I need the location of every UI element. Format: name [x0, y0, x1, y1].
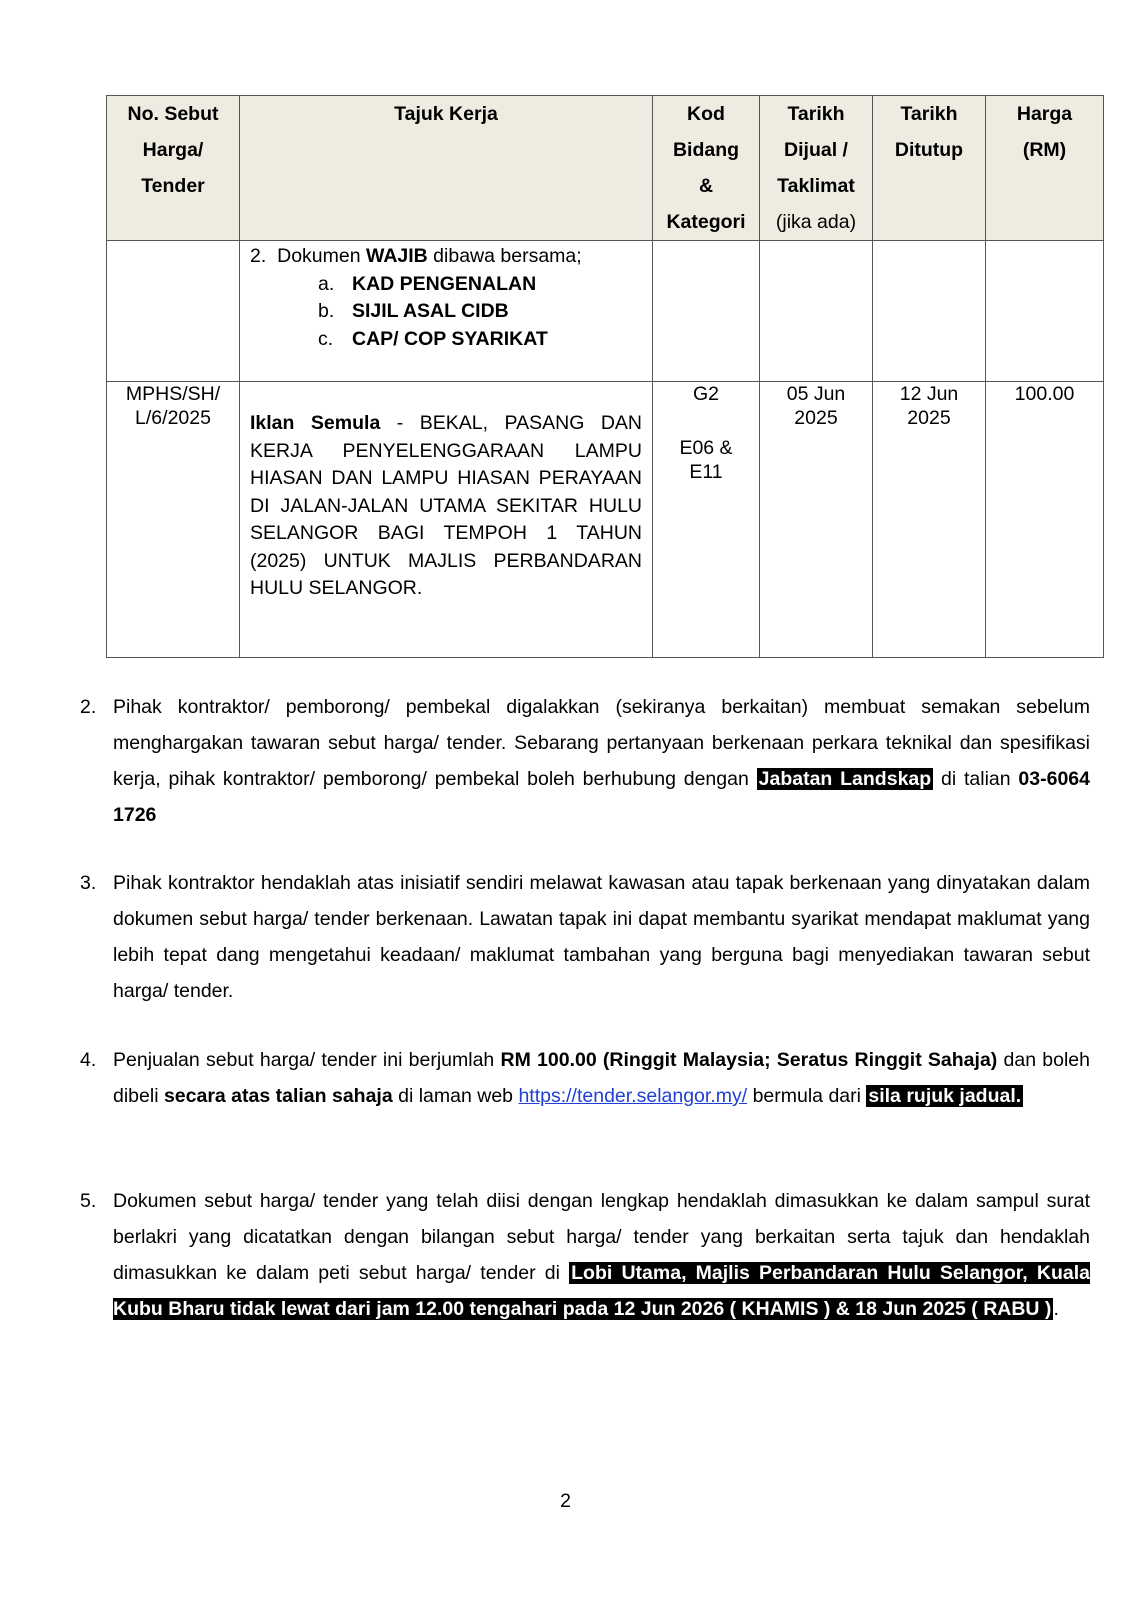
- continuation-cell: [240, 241, 653, 382]
- list-item: c. CAP/ COP SYARIKAT: [318, 327, 548, 350]
- table-row: [107, 382, 1104, 658]
- tarikh-dijual-cell: 05 Jun 2025: [760, 382, 873, 658]
- harga-cell: 100.00: [986, 382, 1104, 658]
- header-tajuk-kerja: Tajuk Kerja: [240, 96, 653, 241]
- paragraph-4: 4. Penjualan sebut harga/ tender ini berjumlah RM 100.00 (Ringgit Malaysia; Seratus Ringgit Sahaja) dan boleh dibeli secara atas talian sahaja di laman web https://tender.selangor.my/ bermula dari sila rujuk jadual.: [80, 1049, 1090, 1107]
- header-kod-bidang: Kod Bidang & Kategori: [653, 96, 760, 241]
- highlight-jabatan: Jabatan Landskap: [758, 768, 932, 790]
- tarikh-ditutup-cell: 12 Jun 2025: [873, 382, 986, 658]
- list-item: a. KAD PENGENALAN: [318, 272, 537, 295]
- tender-table: [106, 95, 1104, 658]
- page-number: 2: [560, 1490, 571, 1512]
- highlight-jadual: sila rujuk jadual.: [868, 1085, 1022, 1107]
- paragraph-5: 5. Dokumen sebut harga/ tender yang telah diisi dengan lengkap hendaklah dimasukkan ke dalam sampul surat berlakri yang dicatatkan dengan bilangan sebut harga/ tender yang berkaitan serta tajuk dan hendaklah dimasukkan ke dalam peti sebut harga/ tender di Lobi Utama, Majlis Perbandaran Hulu Selangor, Kuala Kubu Bharu tidak lewat dari jam 12.00 tengahari pada 12 Jun 2026 ( KHAMIS ) & 18 Jun 2025 ( RABU ) .: [80, 1190, 1090, 1320]
- header-tarikh-dijual: Tarikh Dijual / Taklimat (jika ada): [760, 96, 873, 241]
- table-row-continuation: [107, 241, 1104, 382]
- list-item: 2. Dokumen WAJIB dibawa bersama;: [250, 245, 582, 267]
- work-title-cell: Iklan Semula - BEKAL, PASANG DAN KERJA PENYELENGGARAAN LAMPU HIASAN DAN LAMPU HIASAN PERAYAAN DI JALAN-JALAN UTAMA SEKITAR HULU SELANGOR BAGI TEMPOH 1 TAHUN (2025) UNTUK MAJLIS PERBANDARAN HULU SELANGOR.: [240, 382, 653, 658]
- header-harga: Harga (RM): [986, 96, 1104, 241]
- table-header-row: [107, 96, 1104, 241]
- header-tarikh-ditutup: Tarikh Ditutup: [873, 96, 986, 241]
- paragraph-2: 2. Pihak kontraktor/ pemborong/ pembekal digalakkan (sekiranya berkaitan) membuat semakan sebelum menghargakan tawaran sebut harga/ tender. Sebarang pertanyaan berkenaan perkara teknikal dan spesifikasi kerja, pihak kontraktor/ pemborong/ pembekal boleh berhubung dengan Jabatan Landskap di talian 03-6064 1726: [80, 696, 1090, 826]
- list-item: b. SIJIL ASAL CIDB: [318, 300, 509, 322]
- ref-number-cell: MPHS/SH/ L/6/2025: [107, 382, 240, 658]
- highlight-location: Lobi Utama, Majlis Perbandaran Hulu Selangor, Kuala Kubu Bharu tidak lewat dari jam 12.00 tengahari pada 12 Jun 2026 ( KHAMIS ) & 18 Jun 2025 ( RABU ): [113, 1262, 1090, 1320]
- header-no-sebut-harga: No. Sebut Harga/ Tender: [107, 96, 240, 241]
- kod-bidang-cell: G2 E06 & E11: [653, 382, 760, 658]
- paragraph-3: 3. Pihak kontraktor hendaklah atas inisiatif sendiri melawat kawasan atau tapak berkenaan yang dinyatakan dalam dokumen sebut harga/ tender berkenaan. Lawatan tapak ini dapat membantu syarikat mendapat maklumat yang lebih tepat dang mengetahui keadaan/ maklumat tambahan yang berguna bagi menyediakan tawaran sebut harga/ tender.: [80, 872, 1090, 1002]
- tender-website-link[interactable]: https://tender.selangor.my/: [518, 1085, 748, 1107]
